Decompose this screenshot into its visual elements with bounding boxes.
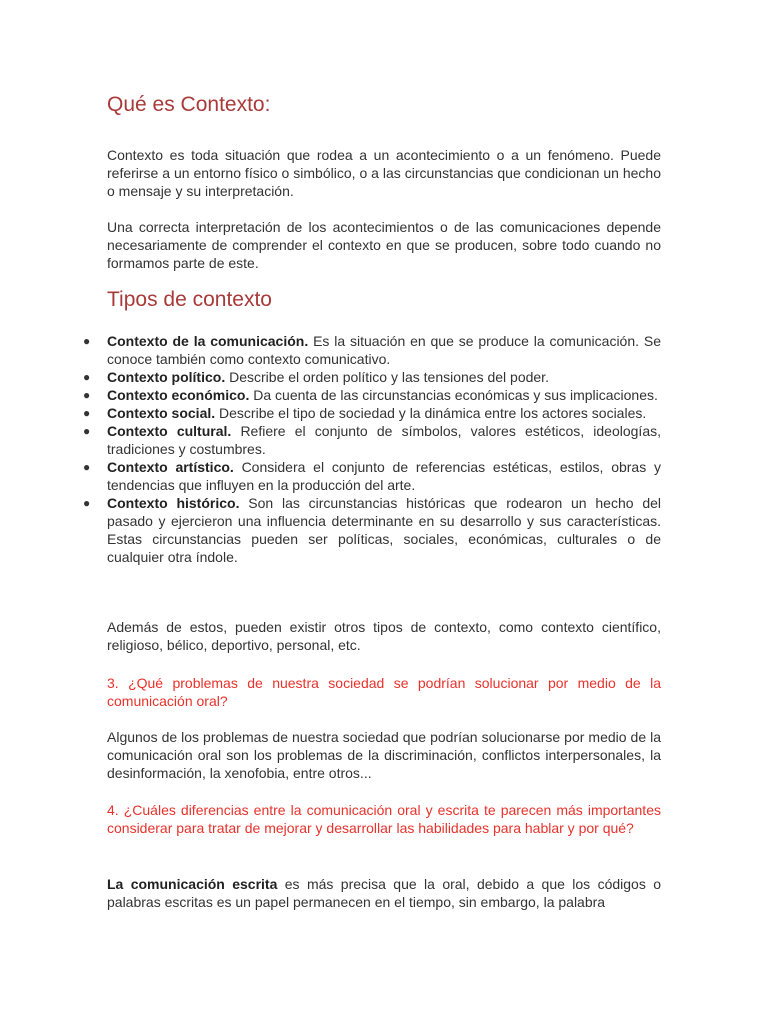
bullet-icon: ● bbox=[83, 406, 91, 420]
question-4: 4. ¿Cuáles diferencias entre la comunicación oral y escrita te parecen más importantes considerar para tratar de mejorar y desarrollar las habilidades para hablar y por qué? bbox=[107, 802, 661, 836]
list-item bbox=[83, 386, 661, 404]
heading-que-es-contexto: Qué es Contexto: bbox=[107, 93, 271, 116]
list-item-desc: Refiere el conjunto de símbolos, valores estéticos, ideologías, tradiciones y costumbres. bbox=[107, 423, 661, 457]
list-item-term: Contexto de la comunicación. bbox=[107, 333, 309, 349]
bullet-icon: ● bbox=[83, 370, 91, 384]
list-item-desc: Da cuenta de las circunstancias económicas y sus implicaciones. bbox=[249, 387, 658, 403]
context-types-list bbox=[83, 332, 662, 566]
answer-4-bold: La comunicación escrita bbox=[107, 876, 278, 892]
answer-4 bbox=[107, 875, 661, 911]
list-item bbox=[83, 404, 661, 422]
intro-paragraph-2: Una correcta interpretación de los acontecimientos o de las comunicaciones depende necesariamente de comprender el contexto en que se producen, sobre todo cuando no formamos parte de este. bbox=[107, 219, 661, 271]
list-item-desc: Es la situación en que se produce la comunicación. Se conoce también como contexto comunicativo. bbox=[107, 333, 661, 367]
bullet-icon: ● bbox=[83, 388, 91, 402]
list-item-term: Contexto económico. bbox=[107, 387, 250, 403]
list-item-desc: Describe el tipo de sociedad y la dinámica entre los actores sociales. bbox=[215, 405, 647, 421]
list-item bbox=[83, 458, 661, 494]
bullet-icon: ● bbox=[83, 334, 91, 348]
extra-paragraph: Además de estos, pueden existir otros tipos de contexto, como contexto científico, religioso, bélico, deportivo, personal, etc. bbox=[107, 619, 661, 653]
list-item-desc: Son las circunstancias históricas que rodearon un hecho del pasado y ejercieron una influencia determinante en su desarrollo y sus características. Estas circunstancias pueden ser políticas, sociales, económicas, culturales o de cualquier otra índole. bbox=[107, 495, 662, 565]
list-item-desc: Describe el orden político y las tensiones del poder. bbox=[225, 369, 549, 385]
list-item-term: Contexto social. bbox=[107, 405, 216, 421]
list-item-term: Contexto cultural. bbox=[107, 423, 232, 439]
list-item-term: Contexto artístico. bbox=[107, 459, 234, 475]
bullet-icon: ● bbox=[83, 424, 91, 438]
heading-tipos-de-contexto: Tipos de contexto bbox=[107, 288, 272, 311]
list-item-term: Contexto político. bbox=[107, 369, 226, 385]
list-item bbox=[83, 494, 662, 566]
bullet-icon: ● bbox=[83, 460, 91, 474]
question-3: 3. ¿Qué problemas de nuestra sociedad se podrían solucionar por medio de la comunicación oral? bbox=[107, 675, 661, 709]
answer-3: Algunos de los problemas de nuestra sociedad que podrían solucionarse por medio de la comunicación oral son los problemas de la discriminación, conflictos interpersonales, la desinformación, la xenofobia, entre otros... bbox=[107, 729, 661, 781]
list-item-term: Contexto histórico. bbox=[107, 495, 240, 511]
list-item-desc: Considera el conjunto de referencias estéticas, estilos, obras y tendencias que influyen en la producción del arte. bbox=[107, 459, 661, 493]
list-item bbox=[83, 368, 661, 386]
list-item bbox=[83, 422, 661, 458]
intro-paragraph-1: Contexto es toda situación que rodea a un acontecimiento o a un fenómeno. Puede referirse a un entorno físico o simbólico, o a las circunstancias que condicionan un hecho o mensaje y su interpretación. bbox=[107, 147, 661, 199]
answer-4-rest: es más precisa que la oral, debido a que los códigos o palabras escritas es un papel permanecen en el tiempo, sin embargo, la palabra bbox=[107, 876, 661, 910]
bullet-icon: ● bbox=[83, 496, 91, 510]
list-item bbox=[83, 332, 661, 368]
